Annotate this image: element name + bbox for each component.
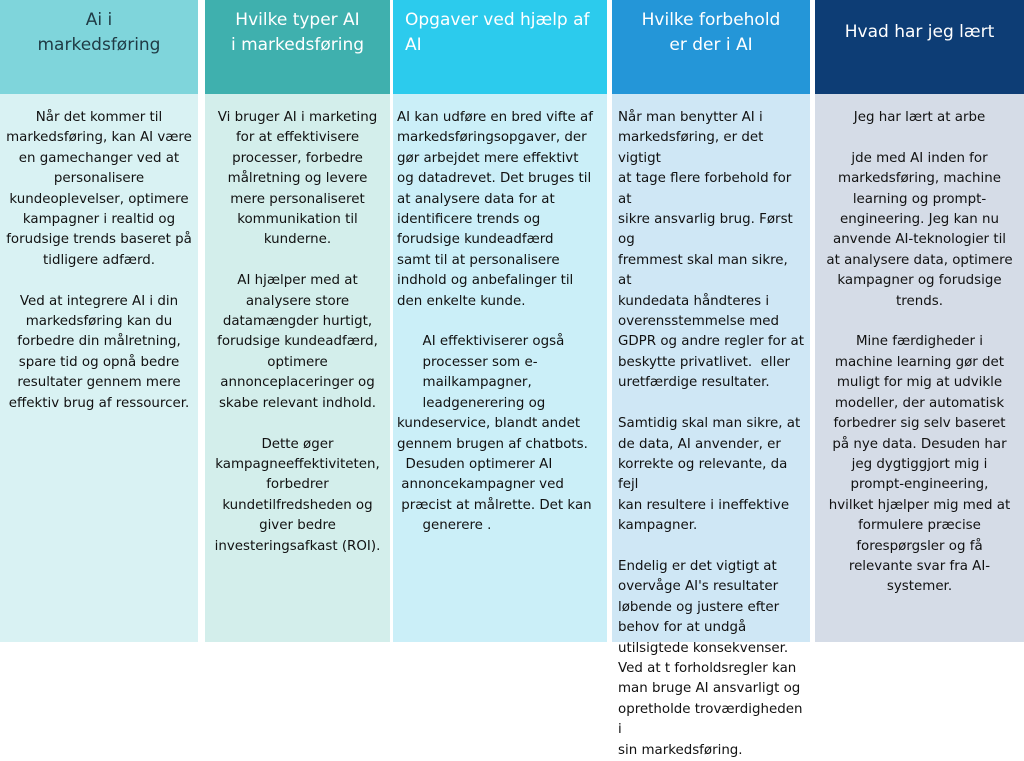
column-ai-i-markedsforing <box>0 0 198 642</box>
column-heading: Hvilke typer AI i markedsføring <box>205 0 390 94</box>
column-text: Når det kommer til markedsføring, kan AI være en gamechanger ved at personalisere kundeoplevelser, optimere kampagner i realtid og forudsige trends baseret på tidligere adfærd. Ved at integrere AI i din markedsføring kan du forbedre din målretning, spare tid og opnå bedre resultater gennem mere effektiv brug af ressourcer. <box>0 94 198 642</box>
column-heading: Hvad har jeg lært <box>815 0 1024 94</box>
column-heading: Hvilke forbehold er der i AI <box>612 0 810 94</box>
column-heading: Ai i markedsføring <box>0 0 198 94</box>
column-opgaver-ved-hjaelp-af-ai <box>393 0 607 642</box>
column-text: Vi bruger AI i marketing for at effektivisere processer, forbedre målretning og levere mere personaliseret kommunikation til kunderne. AI hjælper med at analysere store datamængder hurtigt, forudsige kundeadfærd, optimere annonceplaceringer og skabe relevant indhold. Dette øger kampagneeffektiviteten, forbedrer kundetilfredsheden og giver bedre investeringsafkast (ROI). <box>205 94 390 642</box>
column-hvilke-forbehold <box>612 0 810 758</box>
column-text: Jeg har lært at arbe jde med AI inden for markedsføring, machine learning og prompt- engineering. Jeg kan nu anvende AI-teknologier til at analysere data, optimere kampagner og forudsige trends. Mine færdigheder i machine learning gør det muligt for mig at udvikle modeller, der automatisk forbedrer sig selv baseret på nye data. Desuden har jeg dygtiggjort mig i prompt-engineering, hvilket hjælper mig med at formulere præcise forespørgsler og få relevante svar fra AI- systemer. <box>815 94 1024 642</box>
column-text: AI kan udføre en bred vifte af markedsføringsopgaver, der gør arbejdet mere effektivt og datadrevet. Det bruges til at analysere data for at identificere trends og forudsige kundeadfærd samt til at personalisere indhold og anbefalinger til den enkelte kunde. AI effektiviserer også processer som e- mailkampagner, leadgenerering og kundeservice, blandt andet gennem brugen af chatbots. Desuden optimerer AI annoncekampagner ved præcist at målrette. Det kan generere . <box>393 94 607 642</box>
column-heading: Opgaver ved hjælp af AI <box>393 0 607 94</box>
column-hvilke-typer-ai <box>205 0 390 642</box>
column-hvad-har-jeg-laert <box>815 0 1024 642</box>
column-text: Når man benytter AI i markedsføring, er det vigtigt at tage flere forbehold for at sikre ansvarlig brug. Først og fremmest skal man sikre, at kundedata håndteres i overensstemmelse med GDPR og andre regler for at beskytte privatlivet. eller uretfærdige resultater. Samtidig skal man sikre, at de data, AI anvender, er korrekte og relevante, da fejl kan resultere i ineffektive kampagner. Endelig er det vigtigt at overvåge AI's resultater løbende og justere efter behov for at undgå utilsigtede konsekvenser. Ved at t forholdsregler kan man bruge AI ansvarligt og opretholde troværdigheden i sin markedsføring. <box>612 94 810 642</box>
